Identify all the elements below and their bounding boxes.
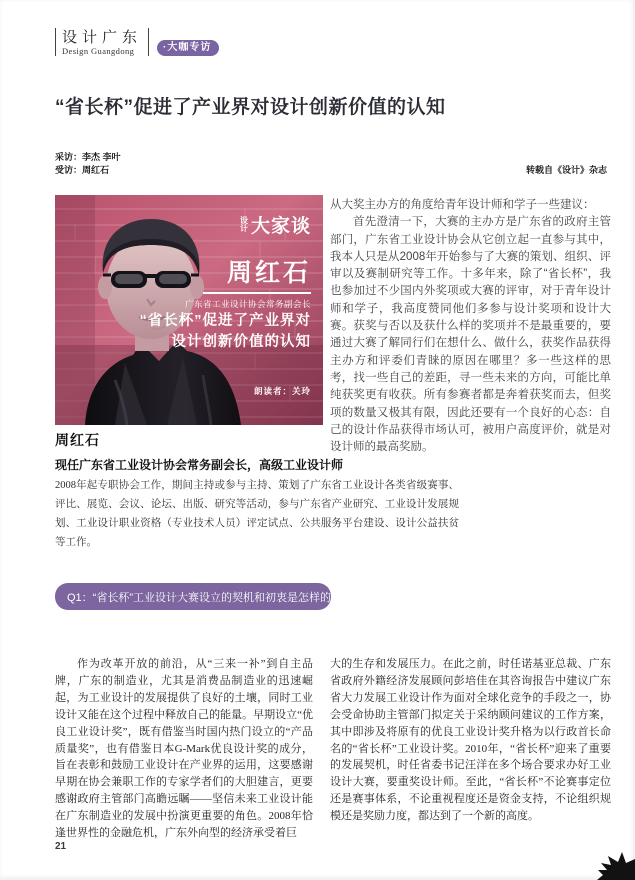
page-number: 21 [55, 841, 67, 852]
header [55, 28, 219, 56]
article-title: “省长杯”促进了产业界对设计创新价值的认知 [55, 97, 446, 118]
photo-quote-line2: 设计创新价值的认知 [171, 334, 311, 350]
question-1-bar: Q1：“省长杯”工业设计大赛设立的契机和初衷是怎样的？ [55, 583, 331, 610]
answer-column-right [330, 656, 611, 825]
photo-reader-credit: 朗读者：关玲 [253, 386, 311, 396]
profile-position: 现任广东省工业设计协会常务副会长，高级工业设计师 [55, 458, 344, 472]
photo-text-overlay [55, 195, 323, 425]
series-tag-char1: 设 [239, 215, 248, 225]
series-tag-big: 大家谈 [250, 216, 311, 237]
intro-paragraph: 首先澄清一下，大赛的主办方是广东省的政府主管部门，广东省工业设计协会从它创立起一直参与其中，我本人只是从2008年开始参与了大赛的策划、组织、评审以及赛制研究等工作。十多年来，除了“省长杯”，我也参加过不少国内外奖项或大赛的评审，对于青年设计师和学子，我高度赞同他们多参与设计奖项和设计大赛。获奖与否以及获什么样的奖项并不是最重要的，要通过大赛了解同行们在想什么、做什么，获奖作品获得主办方和评委们青睐的原因在哪里？多一些这样的思考，找一些自己的差距，寻一些未来的方向，可能比单纯获奖更有收获。所有参赛者都是奔着获奖而去，但奖项的数量又极其有限，因此还要有一个良好的心态：自己的设计作品获得市场认可，被用户高度评价，就是对设计师的最高奖励。 [330, 216, 611, 454]
bylines [55, 151, 121, 177]
brand-name-en: Design Guangdong [62, 46, 135, 56]
photo-name-title: 广东省工业设计协会常务副会长 [184, 299, 311, 309]
portrait-photo [55, 195, 323, 425]
photo-quote [140, 311, 312, 353]
answer-column-left-text: 作为改革开放的前沿，从“三来一补”到自主品牌，广东的制造业，尤其是消费品制造业的迅速崛起，为工业设计的发展提供了良好的土壤，同时工业设计又能在这个过程中释放自己的能量。早期设立“优良工业设计奖”，既有借鉴当时国内热门设立的“产品质量奖”，也有借鉴日本G-Mark优良设计奖的成分，旨在表彰和鼓励工业设计在产业界的运用，这要感谢早期在协会兼职工作的专家学者们的大胆建言，更要感谢政府主管部门高瞻远瞩——坚信未来工业设计能在广东制造业的发展中扮演更重要的角色。2008年恰逢世界性的金融危机，广东外向型的经济承受着巨 [55, 658, 313, 840]
reprint-source: 转载自《设计》杂志 [525, 165, 607, 175]
photo-name-block [185, 253, 311, 310]
photo-quote-line1: “省长杯”促进了产业界对 [139, 313, 311, 329]
series-tag [240, 211, 311, 238]
byline-interviewee: 受访：周红石 [55, 165, 110, 175]
profile-bio: 2008年起专职协会工作，期间主持或参与主持、策划了广东省工业设计各类省级赛事、评比、展览、会议、论坛、出版、研究等活动，参与广东省产业研究、工业设计发展规划、工业设计职业资格（专业技术人员）评定试点、公共服务平台建设、设计公益扶贫等工作。 [55, 480, 459, 548]
corner-ink-mark [595, 852, 635, 880]
answer-column-left [55, 656, 313, 842]
photo-name: 周红石 [226, 259, 311, 287]
section-badge: ·大咖专访 [157, 40, 219, 56]
photo-name-rule [203, 292, 311, 294]
intro-column [330, 197, 611, 456]
byline-interviewer: 采访：李杰 李叶 [55, 152, 121, 162]
brand-name-cn: 设计广东 [62, 29, 143, 46]
answer-column-right-text: 大的生存和发展压力。在此之前，时任诺基亚总裁、广东省政府外籍经济发展顾问彭培佳在其咨询报告中建议广东省大力发展工业设计作为面对全球化竞争的手段之一，协会受命协助主管部门拟定关于采纳顾问建议的工作方案，其中即涉及将原有的优良工业设计奖升格为以行政首长命名的“省长杯”工业设计奖。2010年，“省长杯”迎来了重要的发展契机，时任省委书记汪洋在多个场合要求办好工业设计大赛，要重奖设计师。至此，“省长杯”不论赛事定位还是赛事体系，不论重视程度还是资金支持，不论组织规模还是奖励力度，都达到了一个新的高度。 [330, 658, 611, 823]
series-tag-small [240, 217, 248, 233]
series-tag-char2: 计 [239, 223, 248, 233]
brand-logo [55, 28, 149, 56]
intro-lead: 从大奖主办方的角度给青年设计师和学子一些建议： [330, 199, 595, 211]
profile-name: 周红石 [55, 432, 100, 448]
